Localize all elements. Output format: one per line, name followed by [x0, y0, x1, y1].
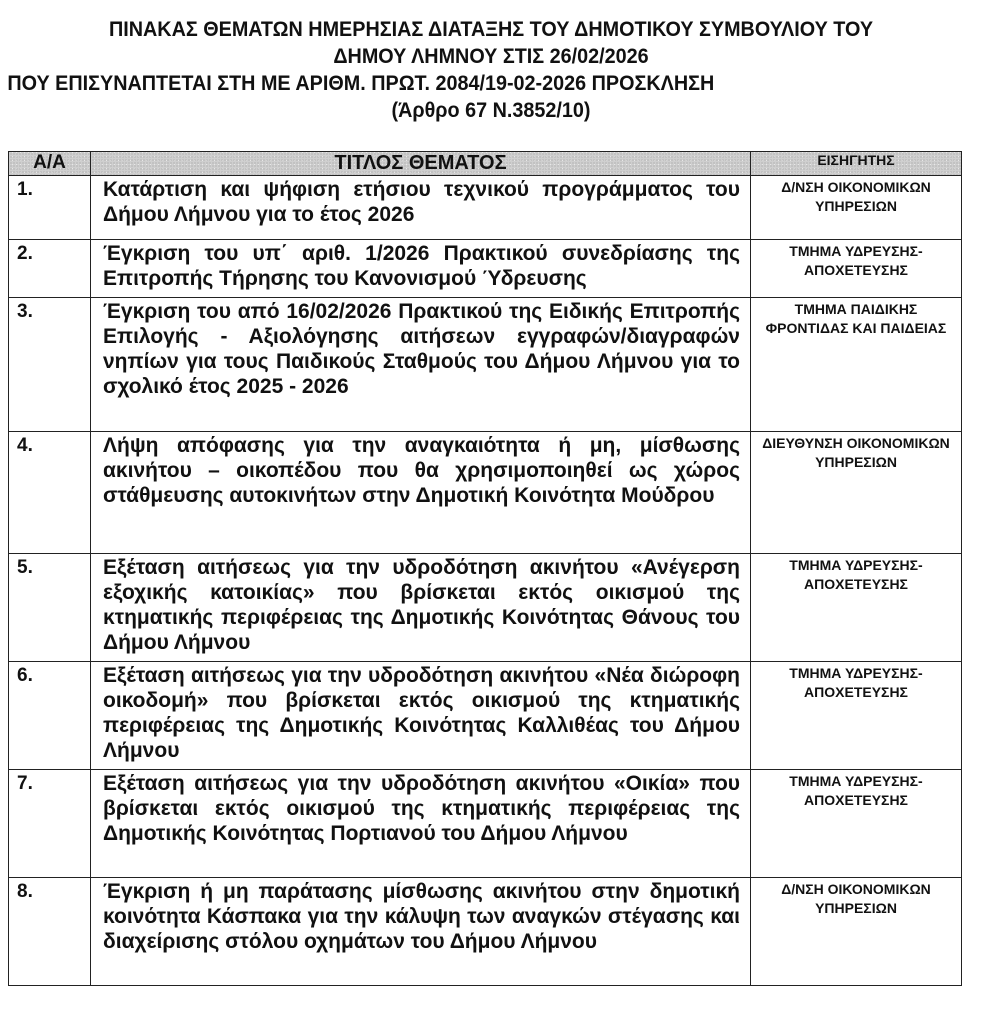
item-number: 1. [9, 176, 91, 240]
column-header-reporter: ΕΙΣΗΓΗΤΗΣ [751, 152, 962, 176]
item-reporter: ΤΜΗΜΑ ΥΔΡΕΥΣΗΣ-ΑΠΟΧΕΤΕΥΣΗΣ [751, 554, 962, 662]
column-header-number: Α/Α [9, 152, 91, 176]
item-reporter: ΤΜΗΜΑ ΥΔΡΕΥΣΗΣ-ΑΠΟΧΕΤΕΥΣΗΣ [751, 662, 962, 770]
item-number: 3. [9, 298, 91, 432]
item-number: 8. [9, 878, 91, 986]
header-line-2: ΔΗΜΟΥ ΛΗΜΝΟΥ ΣΤΙΣ 26/02/2026 [333, 44, 649, 68]
header-line-4: (Άρθρο 67 Ν.3852/10) [391, 98, 591, 122]
table-row [9, 878, 962, 986]
table-row [9, 240, 962, 298]
item-title: Κατάρτιση και ψήφιση ετήσιου τεχνικού προγράμματος του Δήμου Λήμνου για το έτος 2026 [91, 176, 751, 240]
item-title: Λήψη απόφασης για την αναγκαιότητα ή μη, μίσθωσης ακινήτου – οικοπέδου που θα χρησιμοποιηθεί ως χώρος στάθμευσης αυτοκινήτων στην Δημοτική Κοινότητα Μούδρου [91, 432, 751, 554]
table-row [9, 662, 962, 770]
item-title: Έγκριση του από 16/02/2026 Πρακτικού της Ειδικής Επιτροπής Επιλογής - Αξιολόγησης αιτήσεων εγγραφών/διαγραφών νηπίων για τους Παιδικούς Σταθμούς του Δήμου Λήμνου για το σχολικό έτος 2025 - 2026 [91, 298, 751, 432]
item-number: 4. [9, 432, 91, 554]
item-title: Εξέταση αιτήσεως για την υδροδότηση ακινήτου «Οικία» που βρίσκεται εκτός οικισμού της κτηματικής περιφέρειας της Δημοτικής Κοινότητας Πορτιανού του Δήμου Λήμνου [91, 770, 751, 878]
item-reporter: ΤΜΗΜΑ ΥΔΡΕΥΣΗΣ-ΑΠΟΧΕΤΕΥΣΗΣ [751, 240, 962, 298]
header-line-3: ΠΟΥ ΕΠΙΣΥΝΑΠΤΕΤΑΙ ΣΤΗ ΜΕ ΑΡΙΘΜ. ΠΡΩΤ. 2084/19-02-2026 ΠΡΟΣΚΛΗΣΗ [7, 71, 715, 95]
table-row [9, 298, 962, 432]
item-title: Εξέταση αιτήσεως για την υδροδότηση ακινήτου «Ανέγερση εξοχικής κατοικίας» που βρίσκεται εκτός οικισμού της κτηματικής περιφέρειας της Δημοτικής Κοινότητας Θάνους του Δήμου Λήμνου [91, 554, 751, 662]
item-number: 7. [9, 770, 91, 878]
item-reporter: Δ/ΝΣΗ ΟΙΚΟΝΟΜΙΚΩΝ ΥΠΗΡΕΣΙΩΝ [751, 878, 962, 986]
table-header-row [9, 152, 962, 176]
item-reporter: ΤΜΗΜΑ ΠΑΙΔΙΚΗΣ ΦΡΟΝΤΙΔΑΣ ΚΑΙ ΠΑΙΔΕΙΑΣ [751, 298, 962, 432]
table-row [9, 176, 962, 240]
table-row [9, 432, 962, 554]
item-reporter: ΔΙΕΥΘΥΝΣΗ ΟΙΚΟΝΟΜΙΚΩΝ ΥΠΗΡΕΣΙΩΝ [751, 432, 962, 554]
table-row [9, 554, 962, 662]
item-title: Έγκριση του υπ΄ αριθ. 1/2026 Πρακτικού συνεδρίασης της Επιτροπής Τήρησης του Κανονισμού Ύδρευσης [91, 240, 751, 298]
item-reporter: ΤΜΗΜΑ ΥΔΡΕΥΣΗΣ-ΑΠΟΧΕΤΕΥΣΗΣ [751, 770, 962, 878]
item-number: 5. [9, 554, 91, 662]
document-header [0, 16, 982, 124]
item-title: Έγκριση ή μη παράτασης μίσθωσης ακινήτου στην δημοτική κοινότητα Κάσπακα για την κάλυψη των αναγκών στέγασης και διαχείρισης στόλου οχημάτων του Δήμου Λήμνου [91, 878, 751, 986]
item-number: 2. [9, 240, 91, 298]
header-line-1: ΠΙΝΑΚΑΣ ΘΕΜΑΤΩΝ ΗΜΕΡΗΣΙΑΣ ΔΙΑΤΑΞΗΣ ΤΟΥ ΔΗΜΟΤΙΚΟΥ ΣΥΜΒΟΥΛΙΟΥ ΤΟΥ [108, 17, 874, 41]
item-reporter: Δ/ΝΣΗ ΟΙΚΟΝΟΜΙΚΩΝ ΥΠΗΡΕΣΙΩΝ [751, 176, 962, 240]
table-row [9, 770, 962, 878]
item-number: 6. [9, 662, 91, 770]
item-title: Εξέταση αιτήσεως για την υδροδότηση ακινήτου «Νέα διώροφη οικοδομή» που βρίσκεται εκτός οικισμού της κτηματικής περιφέρειας της Δημοτικής Κοινότητας Καλλιθέας του Δήμου Λήμνου [91, 662, 751, 770]
agenda-table [8, 151, 962, 986]
column-header-title: ΤΙΤΛΟΣ ΘΕΜΑΤΟΣ [91, 152, 751, 176]
